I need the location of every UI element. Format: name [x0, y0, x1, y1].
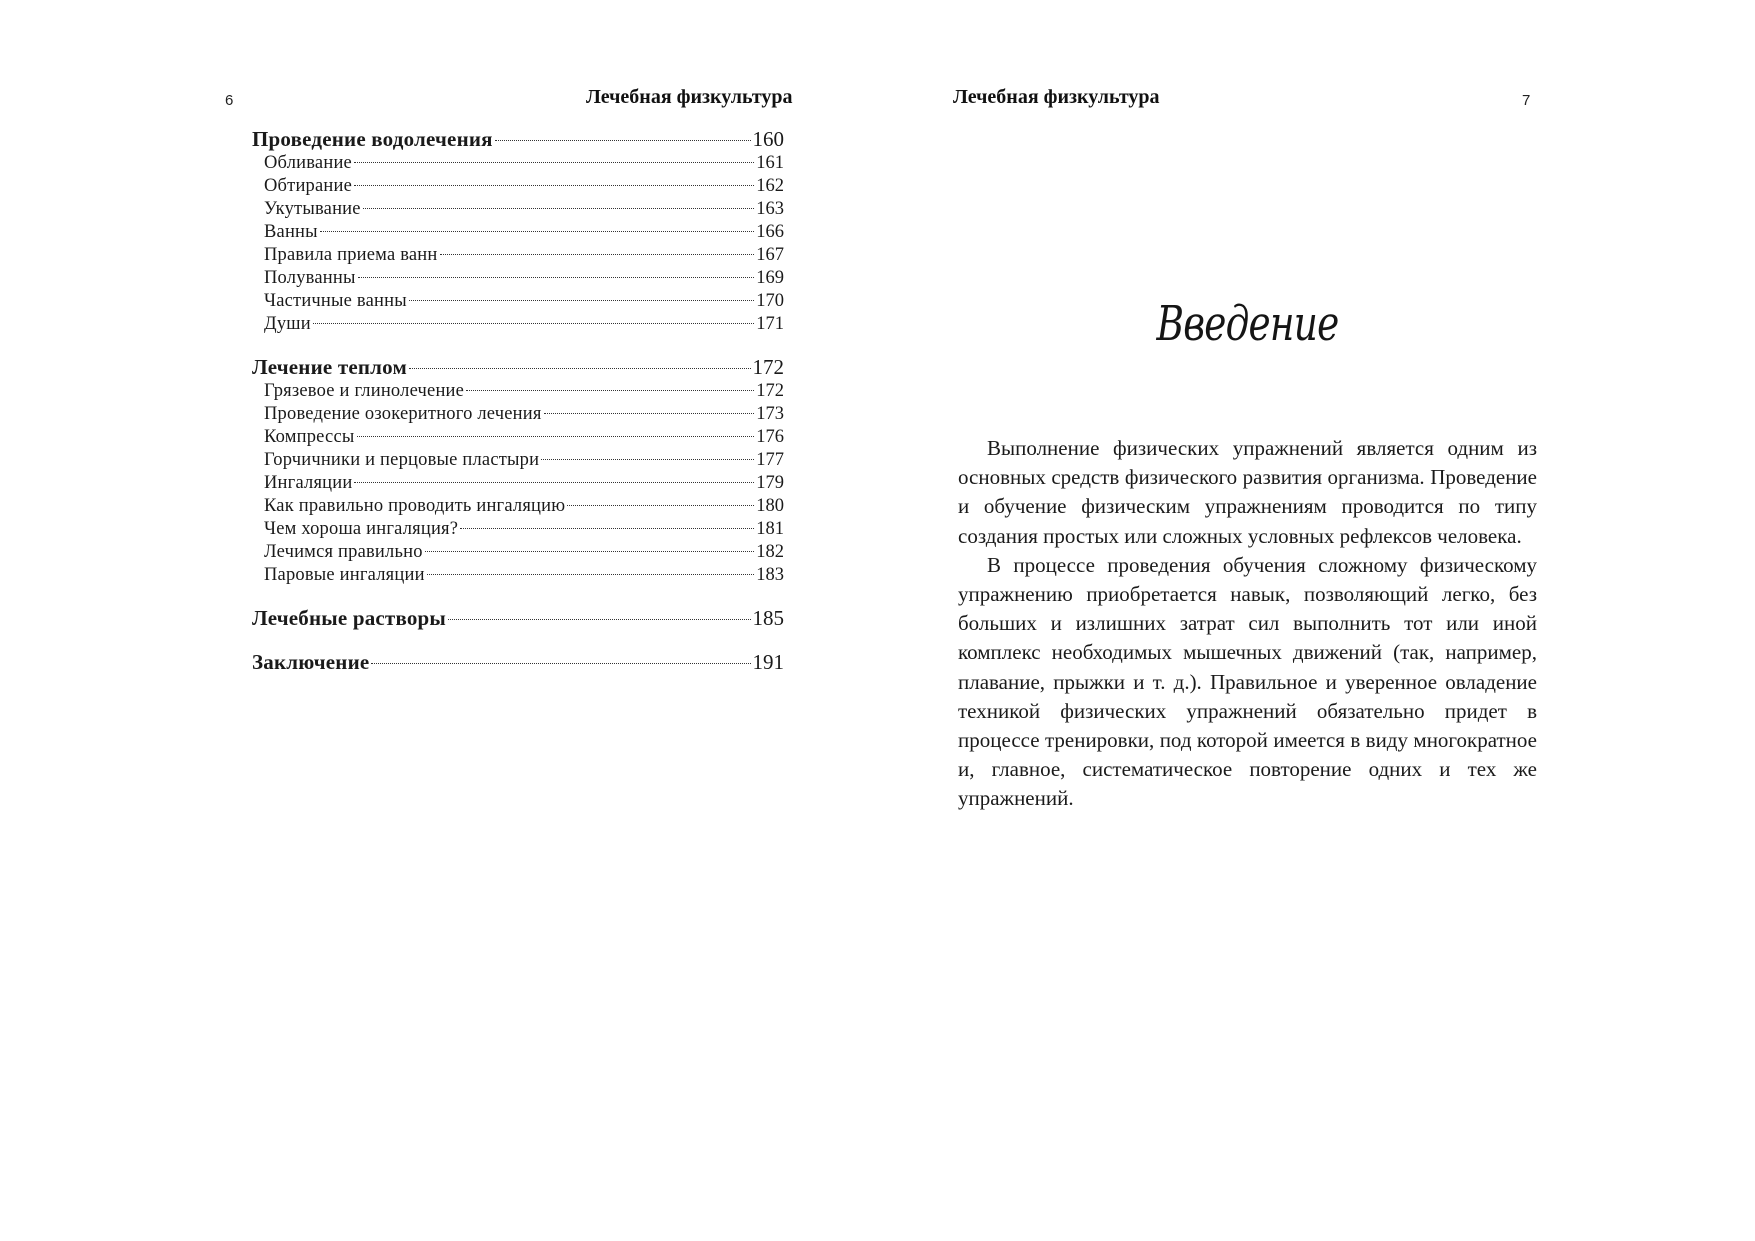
- toc-subentry: [252, 152, 784, 175]
- toc-subentry: [252, 380, 784, 403]
- dot-leader: [320, 231, 754, 232]
- toc-chapter-entry: [252, 650, 784, 675]
- toc-subentry-page-number: 179: [756, 473, 784, 493]
- right-page-number: 7: [1522, 92, 1531, 109]
- toc-subentry-page-number: 162: [756, 176, 784, 196]
- left-running-head: Лечебная физкультура: [586, 86, 793, 108]
- toc-subentry-page-number: 173: [756, 404, 784, 424]
- toc-subentry: [252, 198, 784, 221]
- toc-subentry: [252, 495, 784, 518]
- dot-leader: [363, 208, 755, 209]
- body-paragraph-2: В процессе проведения обучения сложному физическому упражнению приобретается навык, позволяющий легко, без больших и излишних затрат сил выполнить тот или иной комплекс необходимых мышечных движений (так, например, плавание, прыжки и т. д.). Правильное и уверенное овладение техникой физических упражнений обязательно придет в процессе тренировки, под которой имеется в виду многократное и, главное, систематическое повторение одних и тех же упражнений.: [958, 552, 1537, 811]
- dot-leader: [466, 390, 754, 391]
- toc-section: [252, 355, 784, 587]
- toc-subentry-title: Проведение озокеритного лечения: [264, 404, 542, 424]
- toc-subentry: [252, 518, 784, 541]
- toc-subentry-page-number: 176: [756, 427, 784, 447]
- dot-leader: [541, 459, 754, 460]
- toc-subentry-title: Лечимся правильно: [264, 542, 423, 562]
- body-paragraph-1: Выполнение физических упражнений является одним из основных средств физического развития организма. Проведение и обучение физическим упражнениям проводится по типу создания простых или сложных условных рефлексов человека.: [958, 436, 1537, 548]
- dot-leader: [495, 140, 751, 141]
- toc-chapter-entry: [252, 606, 784, 631]
- toc-subentry: [252, 426, 784, 449]
- dot-leader: [544, 413, 755, 414]
- toc-chapter-entry-page-number: 191: [752, 650, 784, 674]
- toc-subentry: [252, 564, 784, 587]
- toc-subentry-title: Паровые ингаляции: [264, 565, 425, 585]
- right-running-head: Лечебная физкультура: [953, 86, 1160, 108]
- toc-section: [252, 127, 784, 336]
- toc-subentry-title: Ингаляции: [264, 473, 353, 493]
- toc-subentry-title: Чем хороша ингаляция?: [264, 519, 459, 539]
- toc-chapter-entry-page-number: 172: [752, 355, 784, 379]
- dot-leader: [357, 436, 755, 437]
- dot-leader: [425, 551, 755, 552]
- toc-subentry-page-number: 182: [756, 542, 784, 562]
- toc-subentry-title: Как правильно проводить ингаляцию: [264, 496, 566, 516]
- toc-subentry: [252, 313, 784, 336]
- table-of-contents: [252, 127, 784, 694]
- toc-subentry-page-number: 163: [756, 199, 784, 219]
- dot-leader: [371, 663, 750, 664]
- toc-subentry-page-number: 180: [756, 496, 784, 516]
- toc-subentry-page-number: 172: [756, 381, 784, 401]
- toc-subentry-title: Правила приема ванн: [264, 245, 438, 265]
- dot-leader: [567, 505, 754, 506]
- toc-section: [252, 650, 784, 675]
- toc-subentry-title: Компрессы: [264, 427, 355, 447]
- dot-leader: [354, 162, 754, 163]
- toc-subentry: [252, 221, 784, 244]
- chapter-body: [958, 434, 1537, 814]
- toc-subentry-title: Души: [264, 314, 311, 334]
- dot-leader: [313, 323, 754, 324]
- toc-subentry-page-number: 171: [756, 314, 784, 334]
- toc-chapter-entry-title: Заключение: [252, 650, 370, 674]
- toc-subentry-title: Обтирание: [264, 176, 353, 196]
- toc-chapter-entry-title: Лечение теплом: [252, 355, 407, 379]
- toc-subentry-page-number: 166: [756, 222, 784, 242]
- chapter-title: Введение: [1156, 296, 1339, 352]
- dot-leader: [354, 185, 754, 186]
- toc-subentry-title: Полуванны: [264, 268, 356, 288]
- toc-subentry-page-number: 167: [756, 245, 784, 265]
- toc-subentry-page-number: 183: [756, 565, 784, 585]
- toc-subentry-page-number: 169: [756, 268, 784, 288]
- toc-chapter-entry-title: Лечебные растворы: [252, 606, 447, 630]
- toc-subentry-page-number: 170: [756, 291, 784, 311]
- dot-leader: [440, 254, 755, 255]
- dot-leader: [448, 619, 750, 620]
- toc-subentry: [252, 244, 784, 267]
- toc-chapter-entry-page-number: 160: [752, 127, 784, 151]
- toc-subentry-title: Ванны: [264, 222, 318, 242]
- toc-subentry-title: Грязевое и глинолечение: [264, 381, 465, 401]
- dot-leader: [354, 482, 754, 483]
- dot-leader: [460, 528, 754, 529]
- toc-subentry: [252, 175, 784, 198]
- left-page-number: 6: [225, 92, 234, 109]
- toc-subentry-page-number: 181: [756, 519, 784, 539]
- toc-chapter-entry-page-number: 185: [752, 606, 784, 630]
- toc-subentry-title: Укутывание: [264, 199, 361, 219]
- toc-subentry-title: Горчичники и перцовые пластыри: [264, 450, 540, 470]
- dot-leader: [358, 277, 755, 278]
- toc-subentry: [252, 472, 784, 495]
- toc-chapter-entry-title: Проведение водолечения: [252, 127, 493, 151]
- toc-subentry: [252, 449, 784, 472]
- toc-section: [252, 606, 784, 631]
- dot-leader: [409, 300, 754, 301]
- dot-leader: [427, 574, 755, 575]
- toc-subentry: [252, 290, 784, 313]
- toc-subentry: [252, 541, 784, 564]
- toc-subentry: [252, 267, 784, 290]
- dot-leader: [409, 368, 751, 369]
- toc-subentry-title: Обливание: [264, 153, 352, 173]
- toc-subentry-page-number: 177: [756, 450, 784, 470]
- toc-chapter-entry: [252, 355, 784, 380]
- toc-subentry-title: Частичные ванны: [264, 291, 407, 311]
- toc-subentry-page-number: 161: [756, 153, 784, 173]
- toc-chapter-entry: [252, 127, 784, 152]
- toc-subentry: [252, 403, 784, 426]
